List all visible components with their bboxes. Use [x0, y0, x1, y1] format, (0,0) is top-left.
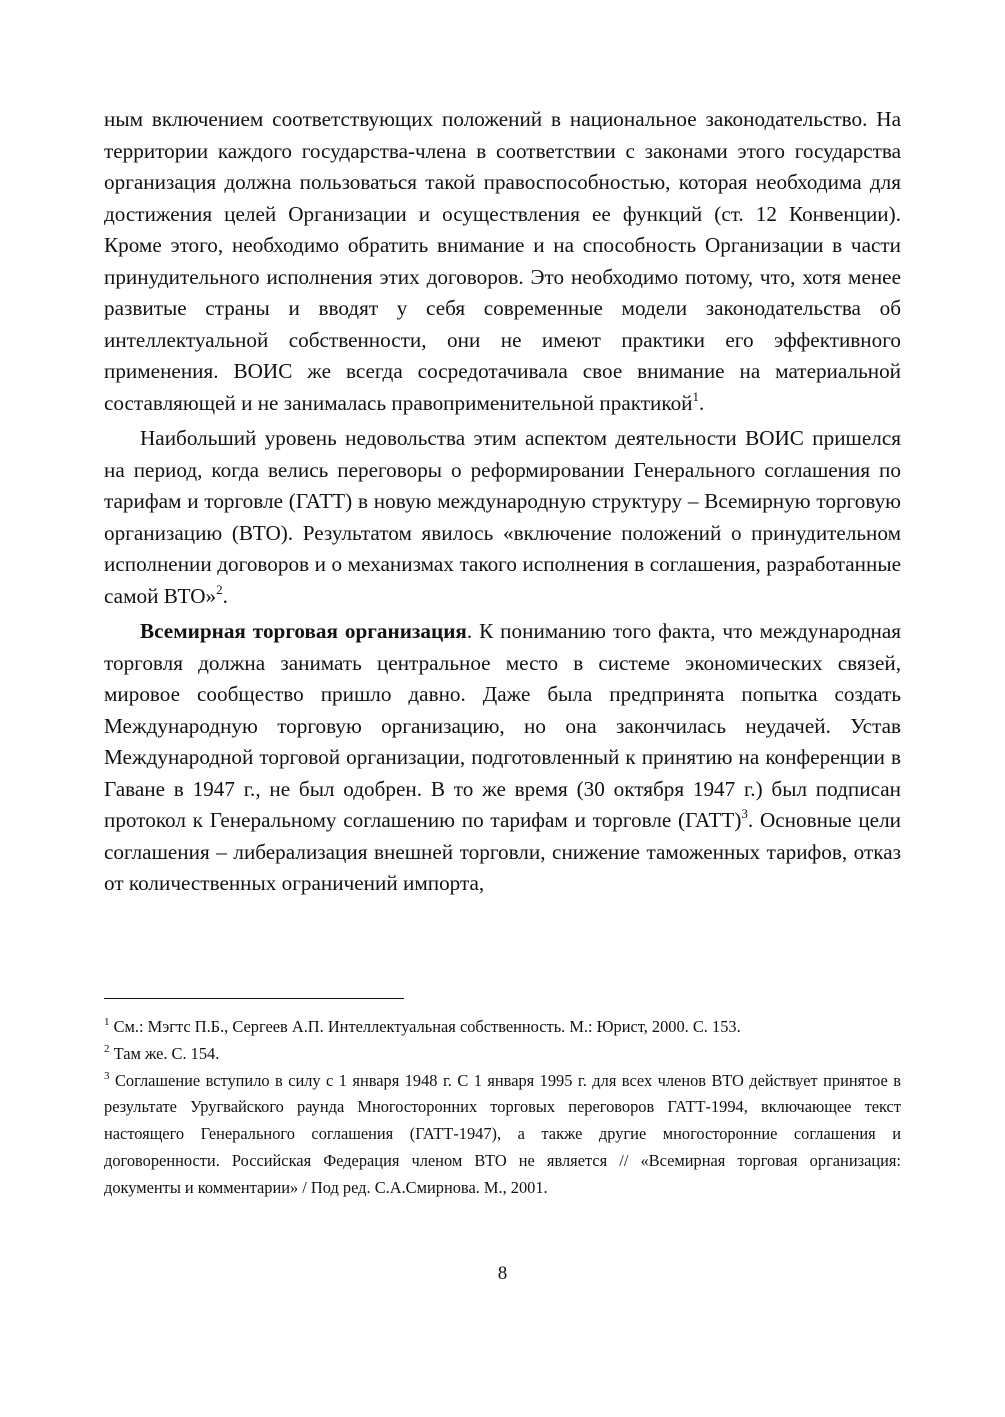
paragraph-1: [104, 104, 901, 419]
paragraph-3: [104, 616, 901, 900]
footnote-1-number: 1: [104, 1016, 110, 1028]
section-term-wto: Всемирная торговая организация: [140, 619, 467, 643]
footnote-ref-3: 3: [741, 806, 748, 821]
footnote-1-text: См.: Мэгтс П.Б., Сергеев А.П. Интеллектуальная собственность. М.: Юрист, 2000. С. 153.: [113, 1017, 741, 1036]
footnote-ref-1: 1: [692, 388, 700, 404]
footnotes: [104, 1014, 901, 1202]
paragraph-2-end: .: [222, 583, 228, 608]
footnote-2-number: 2: [104, 1042, 110, 1055]
footnote-1: [104, 1014, 901, 1041]
footnote-2: [104, 1041, 901, 1068]
footnote-3-number: 3: [104, 1069, 110, 1082]
footnote-ref-2: 2: [216, 581, 223, 597]
footnote-3-text: Соглашение вступило в силу с 1 января 1948 г. С 1 января 1995 г. для всех членов ВТО действует принятое в результате Уругвайского раунда Многосторонних торговых переговоров ГАТТ-1994, включающее текст настоящего Генерального соглашения (ГАТТ-1947), а также другие многосторонние соглашения и договоренности. Российская Федерация членом ВТО не является // «Всемирная торговая организация: документы и комментарии» / Под ред. С.А.Смирнова. М., 2001.: [104, 1070, 901, 1197]
paragraph-2-text: Наибольший уровень недовольства этим аспектом деятельности ВОИС пришелся на период, когда велись переговоры о реформировании Генерального соглашения по тарифам и торговле (ГАТТ) в новую международную структуру – Всемирную торговую организацию (ВТО). Результатом явилось «включение положений о принудительном исполнении договоров и о механизмах такого исполнения в соглашения, разработанные самой ВТО»: [104, 426, 901, 608]
footnote-2-text: Там же. С. 154.: [113, 1043, 220, 1063]
paragraph-3-text-a: . К пониманию того факта, что международная торговля должна занимать центральное место в системе экономических связей, мировое сообщество пришло давно. Даже была предпринята попытка создать Международную торговую организацию, но она закончилась неудачей. Устав Международной торговой организации, подготовленный к принятию на конференции в Гаване в 1947 г., не был одобрен. В то же время (30 октября 1947 г.) был подписан протокол к Генеральному соглашению по тарифам и торговле (ГАТТ): [104, 619, 901, 832]
paragraph-1-end: .: [699, 390, 705, 415]
paragraph-2: [104, 423, 901, 612]
footnote-separator: [104, 998, 404, 999]
main-text: [104, 104, 901, 900]
footnote-3: [104, 1068, 901, 1202]
paragraph-1-text: ным включением соответствующих положений в национальное законодательство. На территории каждого государства-члена в соответствии с законами этого государства организация должна пользоваться такой правоспособностью, которая необходима для достижения целей Организации и осуществления ее функций (ст. 12 Конвенции). Кроме этого, необходимо обратить внимание и на способность Организации в части принудительного исполнения этих договоров. Это необходимо потому, что, хотя менее развитые страны и вводят у себя современные модели законодательства об интеллектуальной собственности, они не имеют практики его эффективного применения. ВОИС же всегда сосредотачивала свое внимание на материальной составляющей и не занималась правоприменительной практикой: [104, 107, 901, 415]
page-number: 8: [497, 1263, 508, 1284]
paragraph-3-text-b: . Основные цели соглашения – либерализация внешней торговли, снижение таможенных тарифов, отказ от количественных ограничений импорта,: [104, 808, 901, 895]
